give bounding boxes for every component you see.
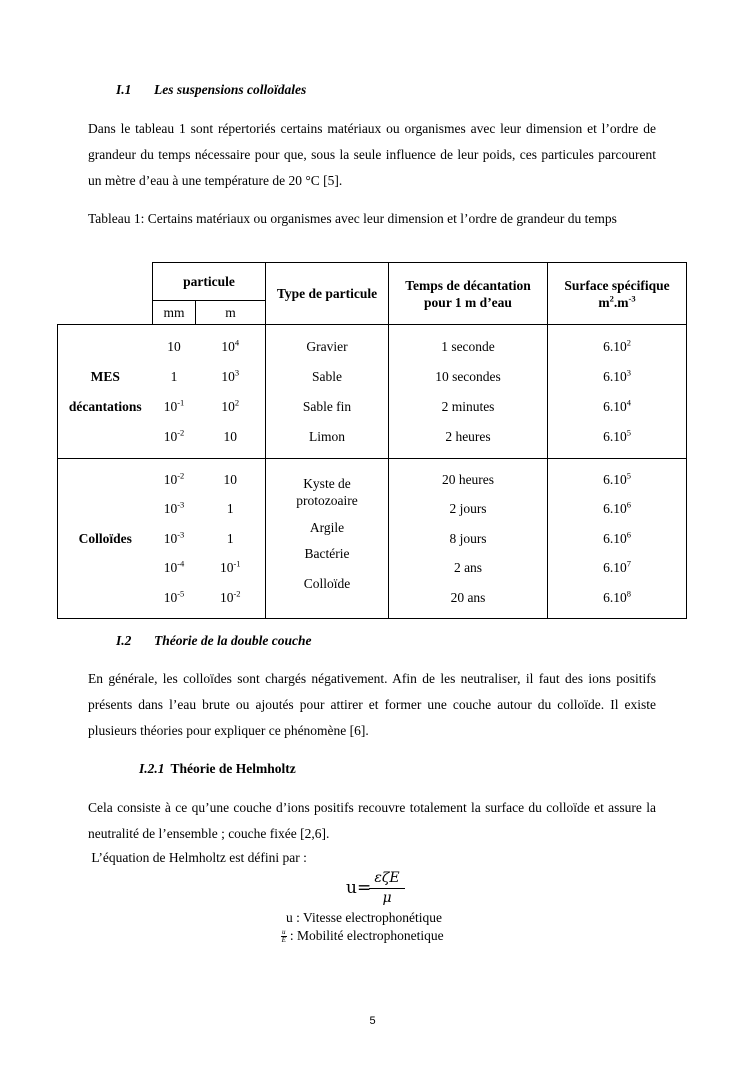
header-type: Type de particule (266, 263, 389, 325)
section-number: I.2.1 (139, 761, 165, 776)
legend-fraction: $\frac{u}{E}$ (281, 928, 286, 945)
page-number: 5 (369, 1015, 376, 1027)
empty-corner (58, 263, 153, 325)
intro-paragraph: Dans le tableau 1 sont répertoriés certains matériaux ou organismes avec leur dimension et l’ordre de grandeur du temps nécessaire pour que, sous la seule influence de leur poids, ces particules parcourent un mètre d’eau à une température de 20 °C [5]. (88, 121, 656, 188)
section-title: Théorie de la double couche (154, 633, 312, 648)
col-surface-mes: 6.10$^2$ 6.10$^3$ 6.10$^4$ 6.10$^5$ (548, 325, 687, 459)
header-surface: Surface spécifique $m^2.m^{-3}$ (548, 263, 687, 325)
section-heading-1 (116, 82, 306, 98)
group-label-colloides: Colloïdes (58, 459, 153, 619)
col-temps-colloides: 20 heures 2 jours 8 jours 2 ans 20 ans (389, 459, 548, 619)
col-mm-mes: 10 1 $10^{-1}$ $10^{-2}$ (153, 325, 196, 459)
equation-intro: L’équation de Helmholtz est défini par : (88, 850, 307, 865)
header-mm: mm (153, 301, 196, 325)
equation-denominator: μ (382, 890, 392, 906)
header-particule: particule (153, 263, 266, 301)
equation-lhs: u= (346, 878, 372, 898)
equation-numerator: εζE (374, 870, 400, 886)
group-label-mes: MES décantations (58, 325, 153, 459)
paragraph-3: Cela consiste à ce qu’une couche d’ions positifs recouvre totalement la surface du colloïde et assure la neutralité de l’ensemble ; couche fixée [2,6]. (88, 800, 656, 841)
section-heading-3 (139, 761, 296, 777)
section-title: Théorie de Helmholtz (170, 761, 296, 776)
equation-fraction (369, 870, 405, 907)
section-heading-2 (116, 633, 311, 649)
section-number: I.1 (116, 82, 132, 97)
paragraph-2: En générale, les colloïdes sont chargés négativement. Afin de les neutraliser, il faut des ions positifs présents dans l’eau brute ou ajoutés pour attirer et former une couche autour du colloïde. Il existe plusieurs théories pour expliquer ce phénomène [6]. (88, 671, 656, 738)
col-mm-colloides: $10^{-2}$ $10^{-3}$ $10^{-3}$ $10^{-4}$ $10^{-5}$ (153, 459, 196, 619)
legend-line-1: u : Vitesse electrophonétique (286, 910, 443, 925)
header-temps: Temps de décantation pour 1 m d’eau (389, 263, 548, 325)
legend-line-2: $\frac{u}{E}$ : Mobilité electrophonetique (281, 928, 444, 945)
col-m-colloides: 10 1 1 $10^{-1}$ $10^{-2}$ (196, 459, 266, 619)
col-type-colloides: Kyste de protozoaire Argile Bactérie Colloïde (266, 459, 389, 619)
col-type-mes: Gravier Sable Sable fin Limon (266, 325, 389, 459)
table-caption: Tableau 1: Certains matériaux ou organismes avec leur dimension et l’ordre de grandeur du temps (88, 211, 617, 226)
data-table (57, 262, 687, 619)
section-number: I.2 (116, 633, 132, 648)
section-title: Les suspensions colloïdales (154, 82, 307, 97)
col-m-mes: $10^4$ $10^3$ $10^2$ 10 (196, 325, 266, 459)
col-temps-mes: 1 seconde 10 secondes 2 minutes 2 heures (389, 325, 548, 459)
col-surface-colloides: 6.10$^5$ 6.10$^6$ 6.10$^6$ 6.10$^7$ 6.10$^8$ (548, 459, 687, 619)
header-m: m (196, 301, 266, 325)
fraction-bar (369, 888, 405, 889)
